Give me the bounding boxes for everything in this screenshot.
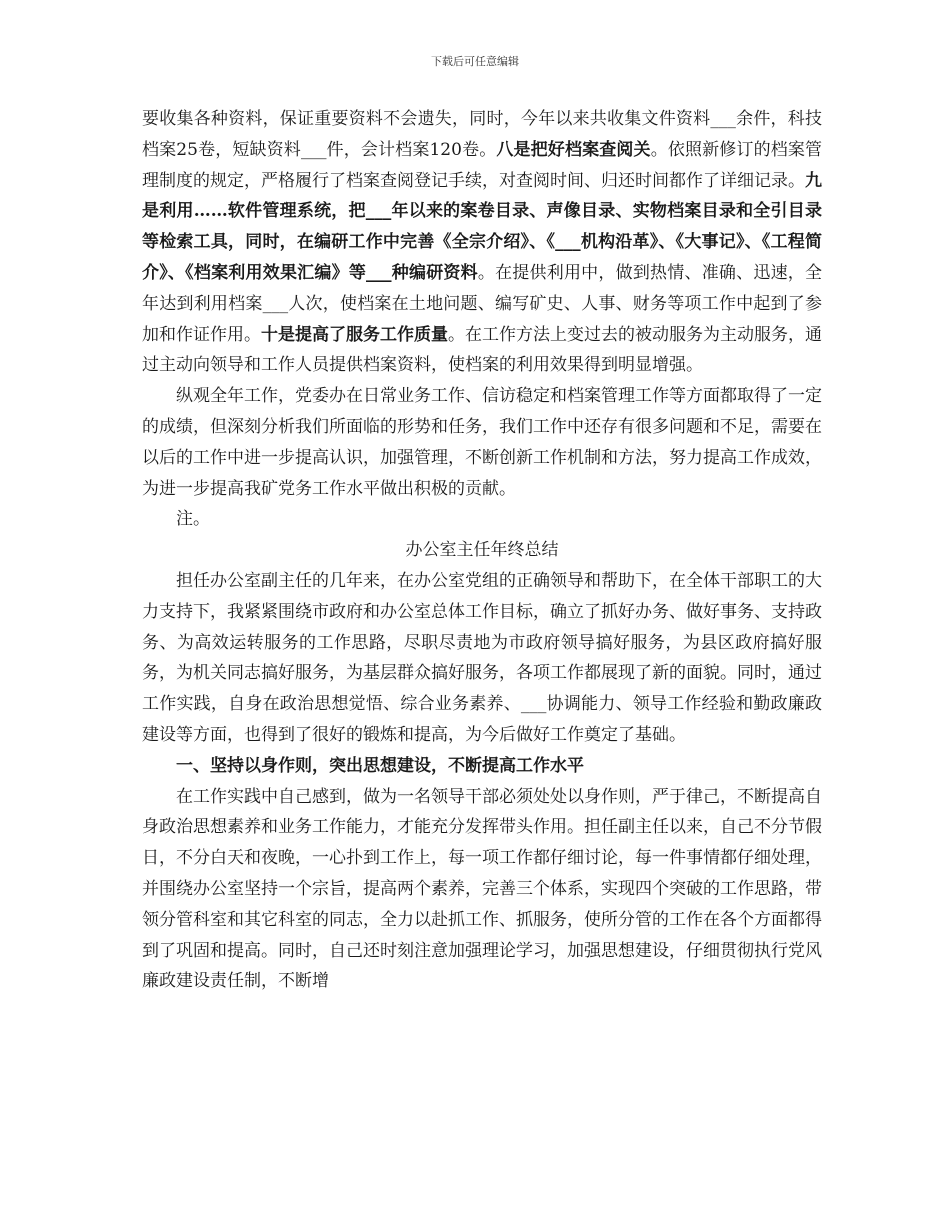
paragraph-summary: 纵观全年工作，党委办在日常业务工作、信访稳定和档案管理工作等方面都取得了一定的成绩，但深刻分析我们所面临的形势和任务，我们工作中还存有很多问题和不足，需要在以后的工作中进一步提高认识，加强管理，不断创新工作机制和方法，努力提高工作成效，为进一步提高我矿党务工作水平做出积极的贡献。: [142, 386, 822, 499]
text-run: 。依照新修订的档案管理制度的规定，严格履行了档案查阅登记手续，对查阅时间、归还时间都作了详细记录。: [142, 139, 823, 191]
section-title: 办公室主任年终总结: [405, 540, 559, 561]
section-heading: 一、坚持以身作则，突出思想建设，不断提高工作水平: [176, 755, 584, 776]
document-body: [142, 104, 822, 997]
text-run: 。在工作方法上变过去的被动服务为主动服务，通过主动向领导和工作人员提供档案资料，使档案的利用效果得到明显增强。: [142, 324, 822, 376]
paragraph-leadership: 在工作实践中自己感到，做为一名领导干部必须处处以身作则，严于律己，不断提高自身政治思想素养和业务工作能力，才能充分发挥带头作用。担任副主任以来，自己不分节假日，不分白天和夜晚，一心扑到工作上，每一项工作都仔细讨论，每一件事情都仔细处理，并围绕办公室坚持一个宗旨，提高两个素养，完善三个体系，实现四个突破的工作思路，带领分管科室和其它科室的同志，全力以赴抓工作、抓服务，使所分管的工作在各个方面都得到了巩固和提高。同时，自己还时刻注意加强理论学习，加强思想建设，仔细贯彻执行党风廉政建设责任制，不断增: [142, 786, 822, 992]
text-run: 要收集各种资料，保证重要资料不会遗失，同时，今年以来共收集文件资料___余件，科技档案25卷，短缺资料___件，会计档案120卷。: [142, 109, 822, 160]
text-run-bold: 十是提高了服务工作质量: [261, 324, 448, 345]
text-run-bold: 九是利用……软件管理系统，把___年以来的案卷目录、声像目录、实物档案目录和全引目录等检索工具，同时，在编研工作中完善《全宗介绍》、《___机构沿革》、《大事记》、《工程简介》、《档案利用效果汇编》等___种编研资料: [142, 170, 822, 283]
paragraph-archive-work: [142, 104, 822, 381]
text-run-bold: 八是把好档案查阅关: [496, 139, 651, 160]
paragraph-intro: 担任办公室副主任的几年来，在办公室党组的正确领导和帮助下，在全体干部职工的大力支持下，我紧紧围绕市政府和办公室总体工作目标，确立了抓好办务、做好事务、支持政务、为高效运转服务的工作思路，尽职尽责地为市政府领导搞好服务，为县区政府搞好服务，为机关同志搞好服务，为基层群众搞好服务，各项工作都展现了新的面貌。同时，通过工作实践，自身在政治思想觉悟、综合业务素养、___协调能力、领导工作经验和勤政廉政建设等方面，也得到了很好的锻炼和提高，为今后做好工作奠定了基础。: [142, 570, 822, 745]
page-header: 下载后可任意编辑: [431, 55, 519, 68]
note-line: 注。: [176, 509, 210, 530]
text-run: 。在提供利用中，做到热情、准确、迅速，全年达到利用档案___人次，使档案在土地问题、编写矿史、人事、财务等项工作中起到了参加和作证作用。: [142, 262, 822, 345]
